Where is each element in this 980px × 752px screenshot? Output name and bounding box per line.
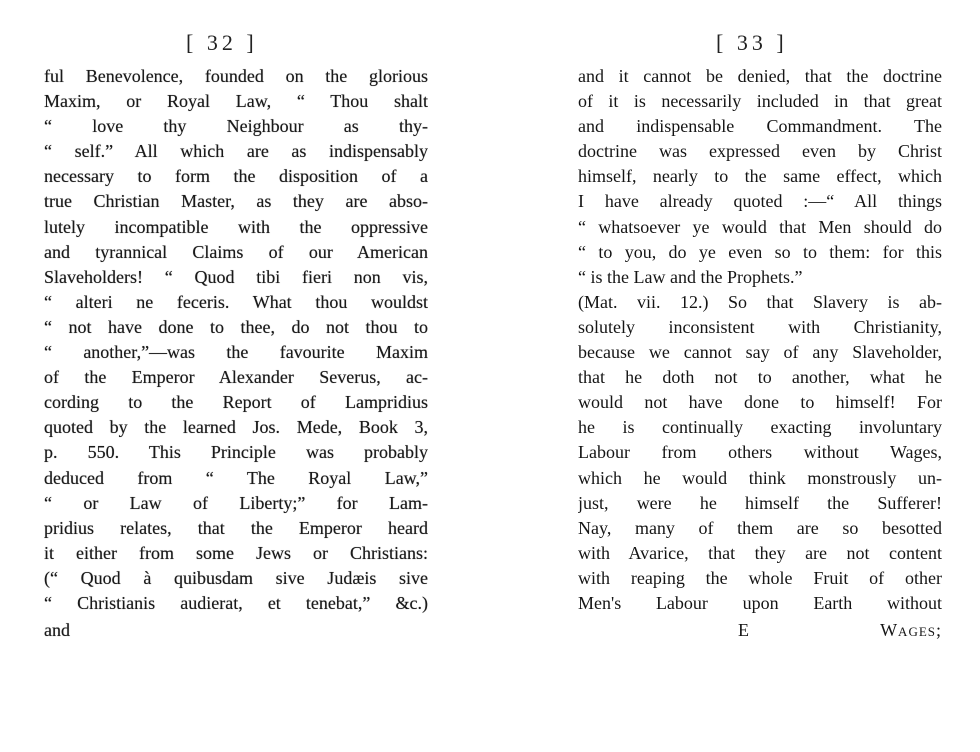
text-line: himself, nearly to the same effect, which <box>578 166 942 187</box>
page-number-right: [ 33 ] <box>716 30 788 55</box>
text-line: Nay, many of them are so besotted <box>578 517 942 538</box>
text-line: “ whatsoever ye would that Men should do <box>578 216 942 237</box>
text-line: Slaveholders! “ Quod tibi fieri non vis, <box>44 266 428 287</box>
text-line: just, were he himself the Sufferer! <box>578 492 942 513</box>
text-line: because we cannot say of any Slaveholder, <box>578 342 942 363</box>
text-line: and tyrannical Claims of our American <box>44 241 428 262</box>
text-line: that he doth not to another, what he <box>578 367 942 388</box>
catchword: Wages; <box>880 620 942 641</box>
text-line: “ to you, do ye even so to them: for this <box>578 241 942 262</box>
page-number-left: [ 32 ] <box>186 30 258 55</box>
catchword: and <box>44 620 70 641</box>
text-line: (“ Quod à quibusdam sive Judæis sive <box>44 567 428 588</box>
text-line: (Mat. vii. 12.) So that Slavery is ab- <box>578 291 942 312</box>
text-line: Men's Labour upon Earth without <box>578 592 942 613</box>
text-line: of it is necessarily included in that great <box>578 91 942 112</box>
text-line: Maxim, or Royal Law, “ Thou shalt <box>44 91 428 112</box>
text-line: he is continually exacting involuntary <box>578 417 942 438</box>
text-line: quoted by the learned Jos. Mede, Book 3, <box>44 417 428 438</box>
text-line: doctrine was expressed even by Christ <box>578 141 942 162</box>
text-line: I have already quoted :—“ All things <box>578 191 942 212</box>
text-line: p. 550. This Principle was probably <box>44 442 428 463</box>
text-line: “ is the Law and the Prophets.” <box>578 266 803 287</box>
text-line: of the Emperor Alexander Severus, ac- <box>44 367 428 388</box>
text-line: deduced from “ The Royal Law,” <box>44 467 428 488</box>
page-footer <box>578 618 942 643</box>
right-page-text <box>578 64 942 643</box>
text-line: necessary to form the disposition of a <box>44 166 428 187</box>
text-line: “ alteri ne feceris. What thou wouldst <box>44 291 428 312</box>
text-line: “ or Law of Liberty;” for Lam- <box>44 492 428 513</box>
text-line: solutely inconsistent with Christianity, <box>578 316 942 337</box>
text-line: ful Benevolence, founded on the glorious <box>44 66 428 86</box>
text-line: cording to the Report of Lampridius <box>44 392 428 413</box>
text-line: “ self.” All which are as indispensably <box>44 141 428 162</box>
text-line: “ Christianis audierat, et tenebat,” &c.) <box>44 592 428 613</box>
left-page-text <box>44 64 428 643</box>
right-page <box>490 0 980 752</box>
text-line: and indispensable Commandment. The <box>578 116 942 137</box>
signature-mark: E <box>738 620 749 641</box>
text-line: with reaping the whole Fruit of other <box>578 567 942 588</box>
text-line: lutely incompatible with the oppressive <box>44 216 428 237</box>
text-line: it either from some Jews or Christians: <box>44 542 428 563</box>
text-line: “ not have done to thee, do not thou to <box>44 316 428 337</box>
text-line: with Avarice, that they are not content <box>578 542 942 563</box>
text-line: true Christian Master, as they are abso- <box>44 191 428 212</box>
text-line: Labour from others without Wages, <box>578 442 942 463</box>
text-line: which he would think monstrously un- <box>578 467 942 488</box>
text-line: “ love thy Neighbour as thy- <box>44 116 428 137</box>
text-line: and it cannot be denied, that the doctrine <box>578 66 942 86</box>
text-line: would not have done to himself! For <box>578 392 942 413</box>
text-line: “ another,”—was the favourite Maxim <box>44 342 428 363</box>
text-line: pridius relates, that the Emperor heard <box>44 517 428 538</box>
